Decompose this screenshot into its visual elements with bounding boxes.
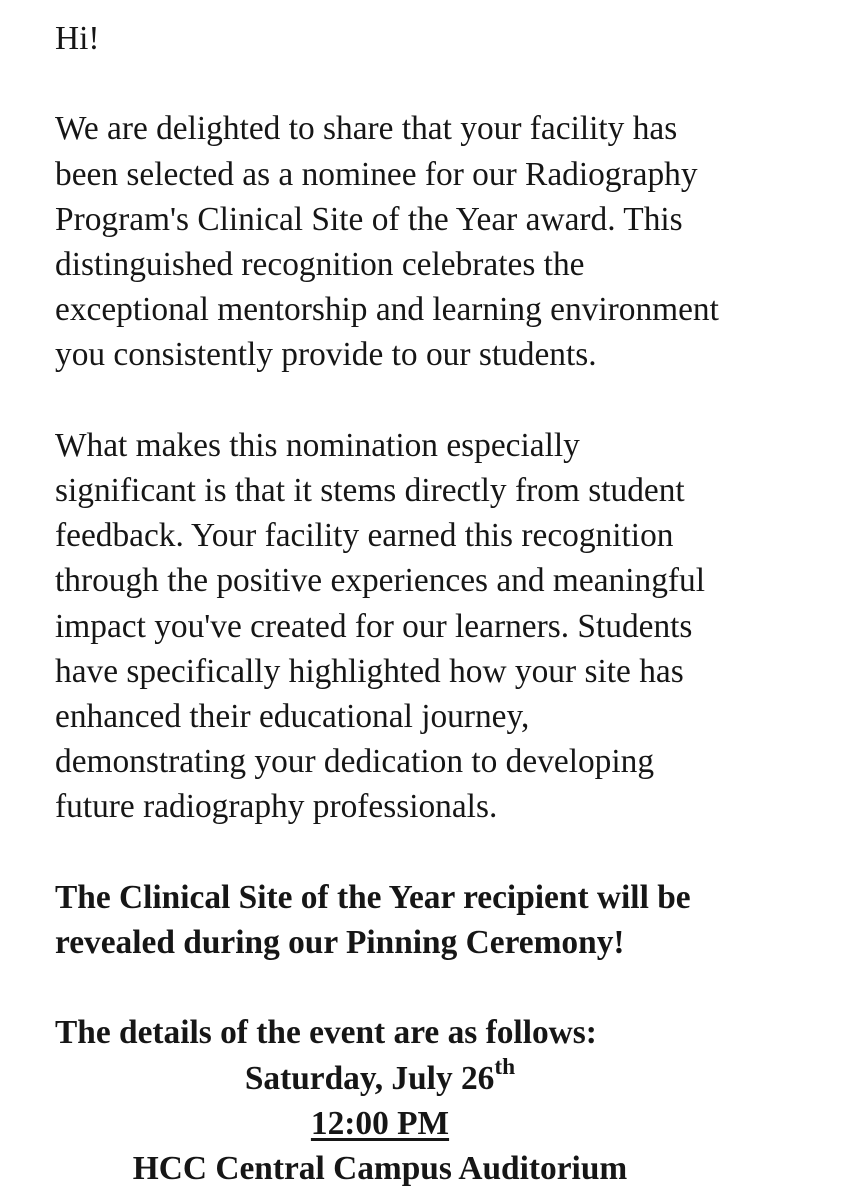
spacer — [55, 830, 845, 875]
event-venue: HCC Central Campus Auditorium — [132, 1150, 628, 1188]
event-time-line — [55, 1101, 705, 1146]
event-date — [55, 1053, 705, 1101]
event-time: 12:00 PM — [310, 1104, 450, 1142]
spacer — [55, 61, 845, 106]
greeting: Hi! — [55, 20, 100, 57]
spacer — [55, 378, 845, 423]
event-date-text: Saturday, July 26 — [244, 1059, 495, 1097]
announcement-paragraph: The Clinical Site of the Year recipient will be revealed during our Pinning Ceremony! — [55, 878, 691, 962]
event-date-suffix: th — [494, 1053, 516, 1080]
student-feedback-paragraph: What makes this nomination especially significant is that it stems directly from student feedback. Your facility earned this recognition through the positive experiences and meaningful impact you've created for our learners. Students have specifically highlighted how your site has enhanced their educational journey, demonstrating your dedication to developing future radiography professionals. — [55, 426, 705, 826]
event-details — [55, 1053, 705, 1192]
email-body — [55, 16, 845, 1191]
nomination-paragraph: We are delighted to share that your facility has been selected as a nominee for our Radiography Program's Clinical Site of the Year award. This distinguished recognition celebrates the exceptional mentorship and learning environment you consistently provide to our students. — [55, 110, 719, 374]
event-details-heading: The details of the event are as follows: — [55, 1014, 597, 1052]
spacer — [55, 965, 845, 1010]
